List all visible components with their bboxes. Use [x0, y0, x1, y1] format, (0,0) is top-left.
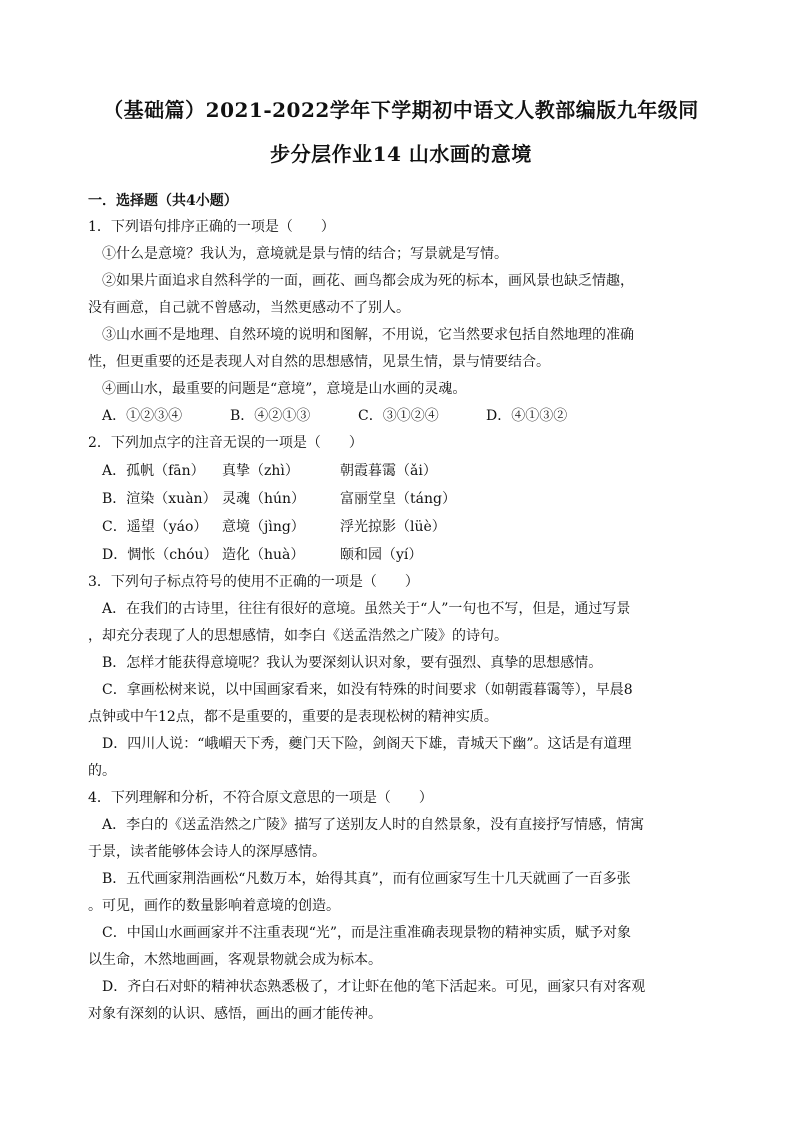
- title-line-2: 步分层作业14 山水画的意境: [270, 142, 532, 166]
- question-1-options: [102, 403, 694, 430]
- option-c-word-1: C．遥望（yáo）: [102, 519, 208, 535]
- option-c-line-1: C．拿画松树来说，以中国画家看来，如没有特殊的时间要求（如朝霞暮霭等），早晨8: [102, 682, 633, 698]
- option-b-word-1: B．渲染（xuàn）: [102, 491, 217, 507]
- question-2-option-c[interactable]: [102, 513, 694, 541]
- section-heading: 一．选择题（共4小题）: [88, 193, 238, 209]
- question-1-item-2-cont: 没有画意，自己就不曾感动，当然更感动不了别人。: [88, 300, 410, 316]
- option-d-word-1: D．惆怅（chóu）: [102, 547, 218, 563]
- option-c-line-2: 点钟或中午12点，都不是重要的，重要的是表现松树的精神实质。: [88, 709, 498, 725]
- document-title: [78, 88, 724, 176]
- option-b-word-2: 灵魂（hún）: [222, 491, 306, 507]
- option-d-line-1: D．四川人说：“峨嵋天下秀，夔门天下险，剑阁天下雄，青城天下幽”。这话是有道理: [102, 736, 632, 752]
- question-4-option-d[interactable]: [88, 974, 694, 1028]
- question-3: [88, 569, 694, 785]
- option-a-line-2: ，却充分表现了人的思想感情，如李白《送孟浩然之广陵》的诗句。: [88, 628, 508, 644]
- question-1-option-a[interactable]: A．①②③④: [102, 408, 183, 424]
- question-4: [88, 785, 694, 1028]
- question-1-item-1: ①什么是意境？我认为，意境就是景与情的结合；写景就是写情。: [102, 246, 508, 262]
- question-1-item-3: ③山水画不是地理、自然环境的说明和图解，不用说，它当然要求包括自然地理的准确: [102, 327, 634, 343]
- option-d-line-2: 的。: [88, 763, 116, 779]
- question-1: [88, 214, 694, 430]
- question-2-option-a[interactable]: [102, 457, 694, 485]
- question-2-option-d[interactable]: [102, 541, 694, 569]
- question-4-option-b[interactable]: [88, 866, 694, 920]
- question-2-option-b[interactable]: [102, 485, 694, 513]
- option-c-line-2: 以生命，木然地画画，客观景物就会成为标本。: [88, 952, 382, 968]
- question-1-item-3-cont: 性，但更重要的还是表现人对自然的思想感情，见景生情，景与情要结合。: [88, 354, 550, 370]
- option-a-word-1: A．孤帆（fān）: [102, 463, 205, 479]
- question-1-item-2: ②如果片面追求自然科学的一面，画花、画鸟都会成为死的标本，画风景也缺乏情趣，: [102, 273, 634, 289]
- title-line-1: （基础篇）2021-2022学年下学期初中语文人教部编版九年级同: [103, 98, 699, 122]
- option-c-word-2: 意境（jìng）: [222, 519, 305, 535]
- question-3-option-c[interactable]: [88, 677, 694, 731]
- option-a-line-2: 于景，读者能够体会诗人的深厚感情。: [88, 844, 326, 860]
- question-3-option-d[interactable]: [88, 731, 694, 785]
- option-a-word-2: 真挚（zhì）: [222, 463, 299, 479]
- option-a-line-1: A．在我们的古诗里，往往有很好的意境。虽然关于“人”一句也不写，但是，通过写景: [102, 601, 631, 617]
- question-3-option-a[interactable]: [88, 596, 694, 650]
- option-c-line-1: C．中国山水画画家并不注重表现“光”，而是注重准确表现景物的精神实质，赋予对象: [102, 925, 632, 941]
- option-d-word-2: 造化（huà）: [222, 547, 305, 563]
- option-c-word-3: 浮光掠影（lüè）: [340, 519, 446, 535]
- option-d-line-2: 对象有深刻的认识、感悟，画出的画才能传神。: [88, 1006, 382, 1022]
- question-4-option-a[interactable]: [88, 812, 694, 866]
- option-d-word-3: 颐和园（yí）: [340, 547, 423, 563]
- option-a-word-3: 朝霞暮霭（ǎi）: [340, 463, 437, 479]
- question-4-option-c[interactable]: [88, 920, 694, 974]
- question-3-option-b[interactable]: [102, 650, 694, 677]
- option-b-word-3: 富丽堂皇（táng）: [340, 491, 456, 507]
- question-3-stem: 3．下列句子标点符号的使用不正确的一项是（ ）: [88, 574, 419, 590]
- question-2-stem: 2．下列加点字的注音无误的一项是（ ）: [88, 435, 363, 451]
- option-d-line-1: D．齐白石对虾的精神状态熟悉极了，才让虾在他的笔下活起来。可见，画家只有对客观: [102, 979, 646, 995]
- option-b-line-2: 。可见，画作的数量影响着意境的创造。: [88, 898, 340, 914]
- question-4-stem: 4．下列理解和分析，不符合原文意思的一项是（ ）: [88, 790, 433, 806]
- question-2: [88, 430, 694, 569]
- option-b-line-1: B．五代画家荆浩画松“凡数万本，始得其真”，而有位画家写生十几天就画了一百多张: [102, 871, 631, 887]
- question-1-item-4: ④画山水，最重要的问题是“意境”，意境是山水画的灵魂。: [102, 381, 467, 397]
- question-1-option-d[interactable]: D．④①③②: [486, 408, 568, 424]
- question-1-stem: 1．下列语句排序正确的一项是（ ）: [88, 219, 335, 235]
- option-b-line-1: B．怎样才能获得意境呢？我认为要深刻认识对象，要有强烈、真挚的思想感情。: [102, 655, 603, 671]
- question-1-option-c[interactable]: C．③①②④: [358, 408, 439, 424]
- option-a-line-1: A．李白的《送孟浩然之广陵》描写了送别友人时的自然景象，没有直接抒写情感，情寓: [102, 817, 645, 833]
- question-1-option-b[interactable]: B．④②①③: [230, 408, 311, 424]
